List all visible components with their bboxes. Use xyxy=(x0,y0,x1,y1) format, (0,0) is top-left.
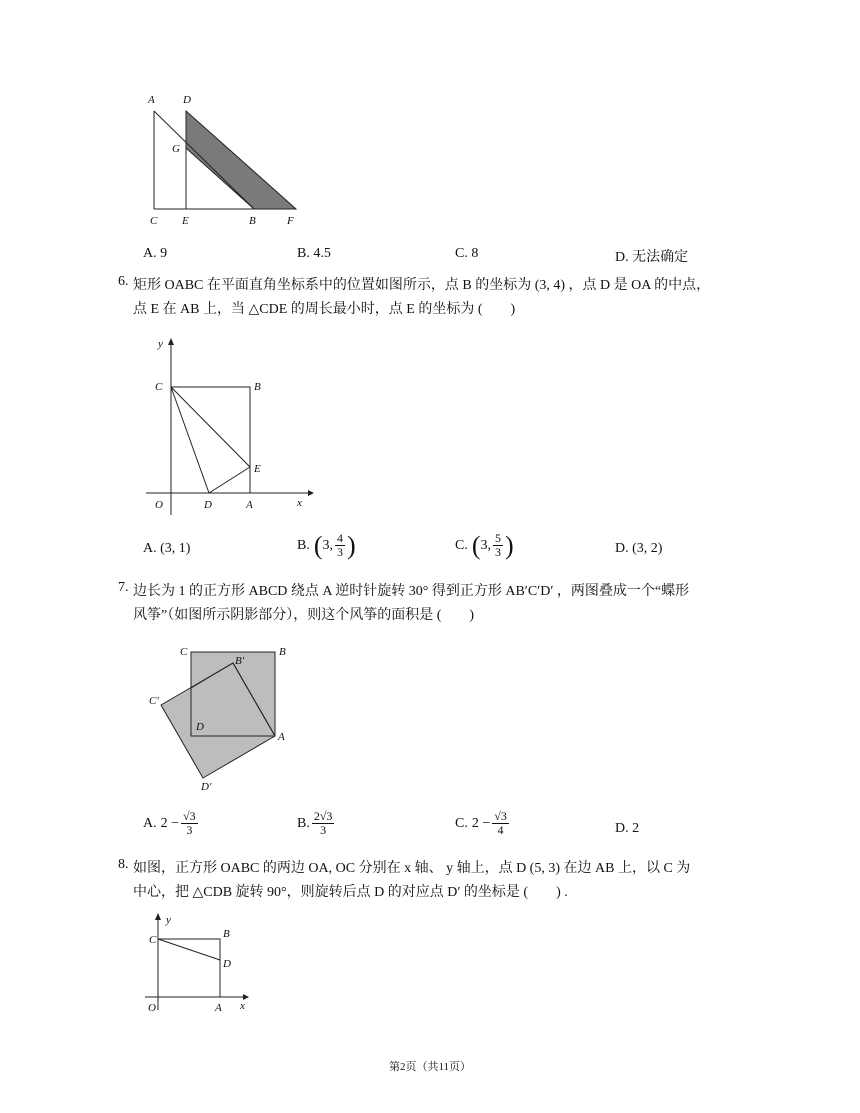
q6-option-c-x: 3, xyxy=(480,537,492,553)
q6-stem xyxy=(133,274,783,322)
denominator: 3 xyxy=(320,823,327,837)
q5-option-a[interactable] xyxy=(143,246,167,262)
label-A: A xyxy=(278,731,285,743)
label-x: x xyxy=(240,1000,245,1012)
q6-number: 6. xyxy=(118,274,129,289)
label-O: O xyxy=(148,1002,156,1014)
q7-option-a-lead: 2 − xyxy=(160,815,180,831)
q8-number: 8. xyxy=(118,857,129,872)
q6-line2: 点 E 在 AB 上，当 △CDE 的周长最小时，点 E 的坐标为 ( ) xyxy=(133,302,516,317)
label-A: A xyxy=(148,94,155,106)
label-D: D xyxy=(183,94,191,106)
q7-option-d[interactable] xyxy=(615,821,639,837)
q5-option-c-text: C. 8 xyxy=(455,246,479,261)
q7-option-a-prefix: A. xyxy=(143,815,157,831)
label-A: A xyxy=(215,1002,222,1014)
q7-option-c[interactable] xyxy=(455,810,511,837)
q6-option-c-fraction xyxy=(493,532,503,559)
label-C: C xyxy=(180,646,188,658)
page-footer: 第2页（共11页） xyxy=(388,1061,472,1073)
label-A: A xyxy=(246,499,253,511)
label-C-prime: C′ xyxy=(149,695,159,707)
q6-option-b[interactable] xyxy=(297,532,356,559)
y-axis-arrow xyxy=(155,913,161,920)
denominator: 3 xyxy=(186,823,193,837)
numerator: √3 xyxy=(494,809,507,823)
left-paren: ( xyxy=(471,530,481,560)
q8-stem xyxy=(133,857,783,905)
q5-option-b-text: B. 4.5 xyxy=(297,246,331,261)
q8-line2: 中心，把 △CDB 旋转 90°，则旋转后点 D 的对应点 D′ 的坐标是 ( ) . xyxy=(133,885,568,900)
label-C: C xyxy=(155,381,163,393)
label-B: B xyxy=(279,646,286,658)
label-y: y xyxy=(158,338,163,350)
denominator: 4 xyxy=(497,823,504,837)
q7-option-a-fraction xyxy=(181,810,198,837)
label-F: F xyxy=(287,215,294,227)
q8-line1: 如图，正方形 OABC 的两边 OA, OC 分别在 x 轴、 y 轴上，点 D (5, 3) 在边 AB 上，以 C 为 xyxy=(133,861,691,876)
label-C: C xyxy=(150,215,158,227)
label-E: E xyxy=(254,463,261,475)
q5-option-d-text: D. 无法确定 xyxy=(615,250,689,265)
q5-option-b[interactable] xyxy=(297,246,331,262)
label-B: B xyxy=(254,381,261,393)
label-B: B xyxy=(249,215,256,227)
label-O: O xyxy=(155,499,163,511)
label-D: D xyxy=(196,721,204,733)
label-B: B xyxy=(223,928,230,940)
q6-option-d-text: D. (3, 2) xyxy=(615,541,663,556)
numerator: 2√3 xyxy=(313,809,333,823)
denominator: 3 xyxy=(337,545,344,559)
denominator: 3 xyxy=(495,545,502,559)
q6-option-a[interactable] xyxy=(143,541,190,557)
q6-option-c-prefix: C. xyxy=(455,537,468,553)
figure-q8 xyxy=(145,910,255,1015)
q7-line1: 边长为 1 的正方形 ABCD 绕点 A 逆时针旋转 30° 得到正方形 AB′C′D′ ，两图叠成一个“蝶形 xyxy=(133,584,690,599)
q7-line2: 风筝”（如图所示阴影部分），则这个风筝的面积是 ( ) xyxy=(133,608,475,623)
square-OABC xyxy=(158,939,220,997)
label-G: G xyxy=(172,143,180,155)
line-CD xyxy=(158,939,220,960)
q6-option-b-prefix: B. xyxy=(297,537,310,553)
line-DE xyxy=(209,467,250,493)
x-axis-arrow xyxy=(308,490,314,496)
q7-option-a[interactable] xyxy=(143,810,200,837)
q7-option-c-lead: 2 − xyxy=(471,815,491,831)
line-CE xyxy=(171,387,250,467)
right-paren: ) xyxy=(347,530,356,560)
label-D-prime: D′ xyxy=(201,781,212,793)
numerator: √3 xyxy=(183,809,196,823)
q7-option-c-prefix: C. xyxy=(455,815,468,831)
figure-q6 xyxy=(140,335,320,515)
q5-option-a-text: A. 9 xyxy=(143,246,168,261)
label-D: D xyxy=(223,958,231,970)
label-D: D xyxy=(204,499,212,511)
q6-option-d[interactable] xyxy=(615,541,662,557)
q6-option-b-fraction xyxy=(335,532,345,559)
label-y: y xyxy=(166,914,171,926)
line-CD xyxy=(171,387,209,493)
q5-option-d[interactable] xyxy=(615,246,688,266)
left-paren: ( xyxy=(313,530,323,560)
shaded-strip xyxy=(186,111,296,209)
q7-option-b[interactable] xyxy=(297,810,336,837)
label-B-prime: B′ xyxy=(235,655,245,667)
label-E: E xyxy=(182,215,189,227)
numerator: 4 xyxy=(337,531,344,545)
q7-option-d-text: D. 2 xyxy=(615,821,640,836)
label-x: x xyxy=(297,497,302,509)
q7-option-b-prefix: B. xyxy=(297,815,310,831)
q7-number: 7. xyxy=(118,580,129,595)
q7-stem xyxy=(133,580,783,628)
figure-q5 xyxy=(140,88,310,228)
q6-option-b-x: 3, xyxy=(322,537,334,553)
q6-option-a-text: A. (3, 1) xyxy=(143,541,191,556)
q6-option-c[interactable] xyxy=(455,532,514,559)
numerator: 5 xyxy=(495,531,502,545)
q5-option-c[interactable] xyxy=(455,246,478,262)
q7-option-c-fraction xyxy=(492,810,509,837)
rectangle-OABC xyxy=(171,387,250,493)
q7-option-b-fraction xyxy=(312,810,335,837)
y-axis-arrow xyxy=(168,338,174,345)
label-C: C xyxy=(149,934,157,946)
figure-q7 xyxy=(145,642,295,794)
q6-line1: 矩形 OABC 在平面直角坐标系中的位置如图所示，点 B 的坐标为 (3, 4) ，点 D 是 OA 的中点， xyxy=(133,278,711,293)
right-paren: ) xyxy=(505,530,514,560)
